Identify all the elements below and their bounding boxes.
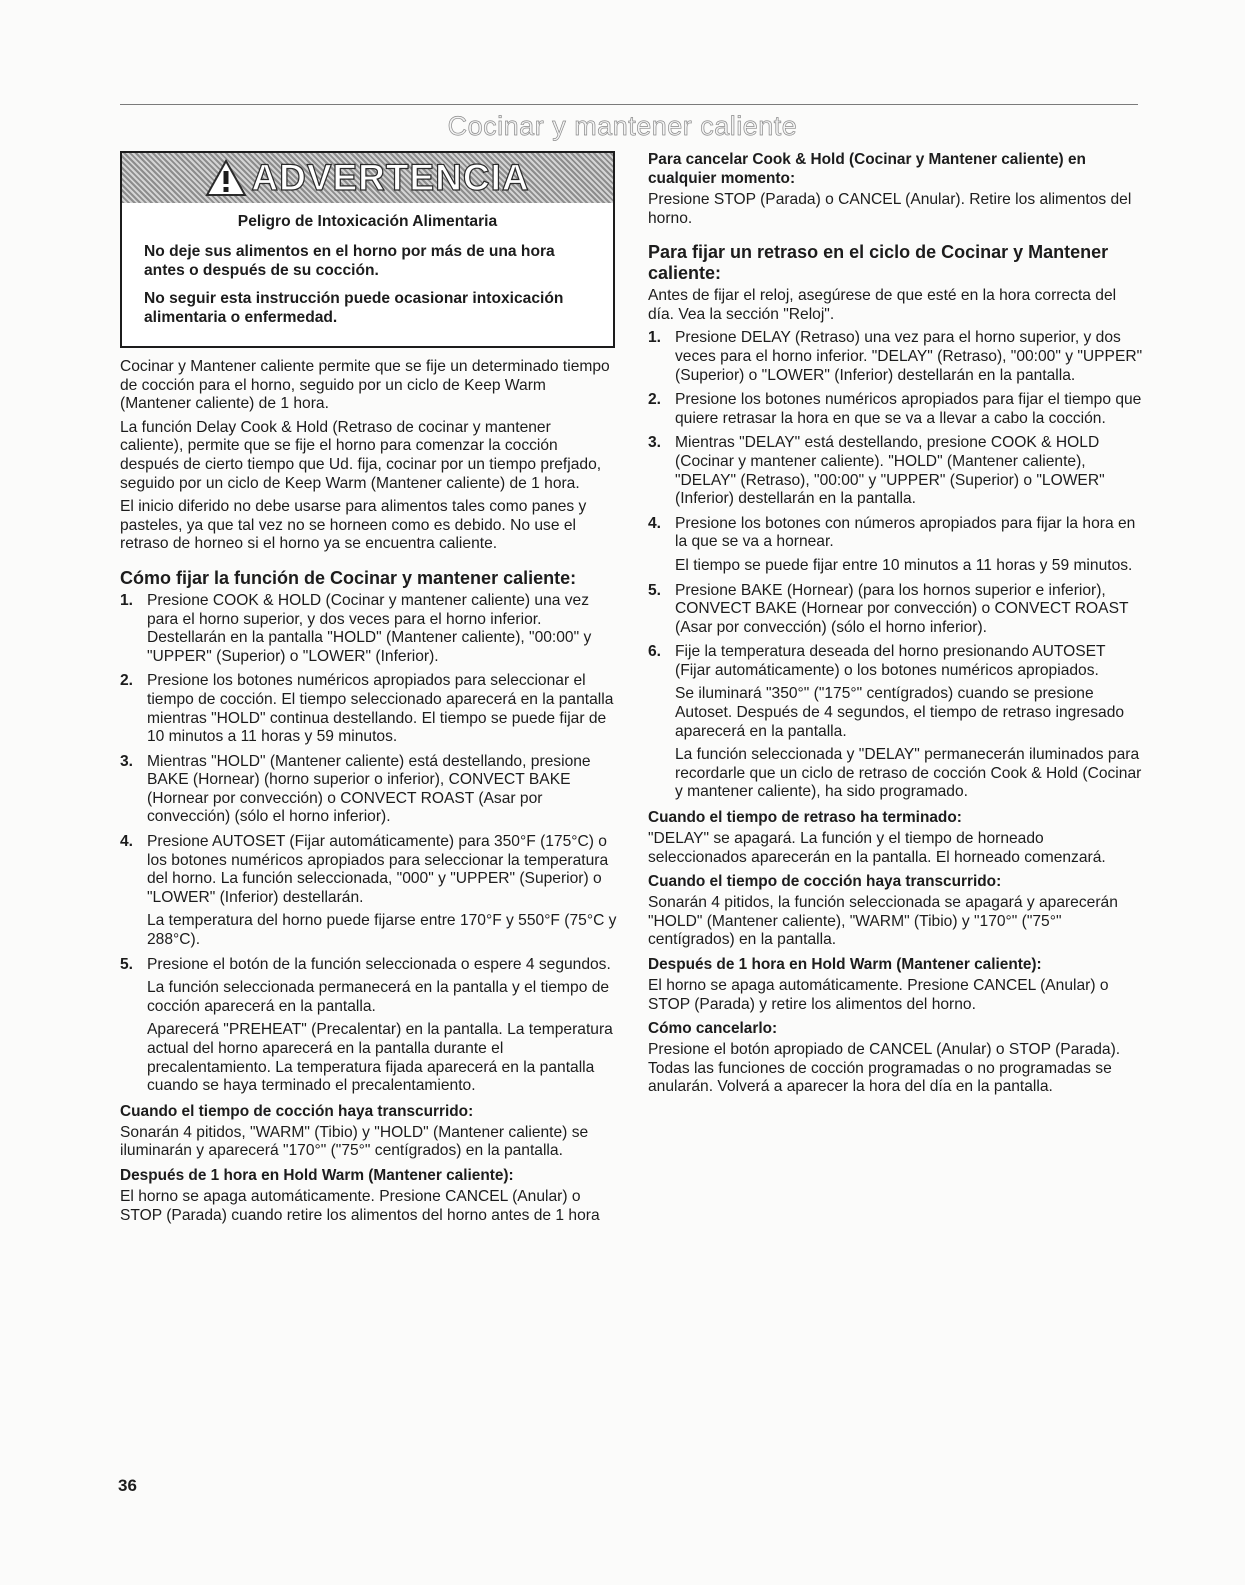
subsection-heading: Cuando el tiempo de retraso ha terminado:	[648, 809, 962, 827]
body-paragraph: El horno se apaga automáticamente. Presione CANCEL (Anular) o STOP (Parada) cuando retire los alimentos del horno antes de 1 hora	[120, 1187, 600, 1224]
body-paragraph: Presione STOP (Parada) o CANCEL (Anular). Retire los alimentos del horno.	[648, 191, 1132, 227]
steps-list	[648, 329, 1143, 802]
step-number: 2.	[648, 391, 662, 409]
page-number: 36	[118, 1476, 137, 1495]
step-text: La función seleccionada y "DELAY" permanecerán iluminados para recordarle que un ciclo de retraso de cocción Cook & Hold (Cocinar y mantener caliente), ha sido programado.	[675, 746, 1142, 801]
section-heading: Cómo fijar la función de Cocinar y mantener caliente:	[120, 567, 577, 588]
step-text: La función seleccionada permanecerá en la pantalla y el tiempo de cocción aparecerá en la pantalla.	[147, 979, 610, 1015]
body-paragraph: "DELAY" se apagará. La función y el tiempo de horneado seleccionados aparecerán en la pantalla. El horneado comenzará.	[648, 830, 1106, 866]
subsection-heading: Después de 1 hora en Hold Warm (Mantener caliente):	[120, 1166, 514, 1184]
step-text: Mientras "DELAY" está destellando, presione COOK & HOLD (Cocinar y mantener caliente). "HOLD" (Mantener caliente), "DELAY" (Retraso), "00:00" y "UPPER" (Superior) o "LOWER" (Inferior) destellarán en la pantalla.	[675, 434, 1105, 508]
step-number: 4.	[120, 833, 134, 851]
step-item	[648, 643, 1143, 802]
warning-banner	[122, 153, 613, 203]
intro-paragraph: El inicio diferido no debe usarse para alimentos tales como panes y pasteles, ya que tal vez no se horneen como es debido. No use el retraso de horneo si el horno ya se encuentra caliente.	[120, 498, 587, 553]
intro-paragraph: Cocinar y Mantener caliente permite que se fije un determinado tiempo de cocción para el horno, seguido por un ciclo de Keep Warm (Mantener caliente) de 1 hora.	[120, 358, 610, 413]
step-number: 3.	[120, 752, 134, 770]
step-item	[648, 582, 1143, 638]
page-title: Cocinar y mantener caliente	[447, 111, 798, 141]
step-number: 4.	[648, 514, 662, 532]
body-paragraph: Antes de fijar el reloj, asegúrese de que esté en la hora correcta del día. Vea la sección "Reloj".	[648, 287, 1117, 323]
subsection-heading: Cuando el tiempo de cocción haya transcurrido:	[648, 873, 1002, 891]
body-paragraph: Presione el botón apropiado de CANCEL (Anular) o STOP (Parada). Todas las funciones de cocción programadas o no programadas se anularán. Volverá a aparecer la hora del día en la pantalla.	[648, 1041, 1121, 1096]
subsection-heading: Para cancelar Cook & Hold (Cocinar y Mantener caliente) en cualquier momento:	[648, 151, 1086, 187]
step-number: 3.	[648, 434, 662, 452]
body-paragraph: El horno se apaga automáticamente. Presione CANCEL (Anular) o STOP (Parada) y retire los alimentos del horno.	[648, 977, 1109, 1013]
warning-banner-text: ADVERTENCIA	[251, 157, 530, 198]
step-item	[120, 753, 618, 827]
step-text: Aparecerá "PREHEAT" (Precalentar) en la pantalla. La temperatura actual del horno aparecerá en la pantalla durante el precalentamiento. La temperatura fijada aparecerá en la pantalla cuando se haya terminado el precalentamiento.	[147, 1021, 613, 1095]
step-text: La temperatura del horno puede fijarse entre 170°F y 550°F (75°C y 288°C).	[147, 912, 617, 949]
warning-box	[120, 151, 615, 348]
warning-triangle-icon	[205, 159, 247, 197]
step-number: 1.	[648, 329, 662, 347]
step-text: Presione el botón de la función seleccionada o espere 4 segundos.	[147, 955, 611, 973]
step-number: 6.	[648, 643, 662, 661]
step-item	[120, 956, 618, 1096]
step-text: El tiempo se puede fijar entre 10 minutos a 11 horas y 59 minutos.	[675, 556, 1133, 574]
left-column	[120, 358, 618, 1230]
step-number: 1.	[120, 591, 134, 609]
step-number: 5.	[120, 955, 134, 973]
step-number: 2.	[120, 672, 134, 690]
step-text: Se iluminará "350°" ("175°" centígrados) cuando se presione Autoset. Después de 4 segundos, el tiempo de retraso ingresado aparecerá en la pantalla.	[675, 685, 1125, 740]
warning-line: No seguir esta instrucción puede ocasionar intoxicación alimentaria o enfermedad.	[144, 290, 564, 326]
warning-line: No deje sus alimentos en el horno por más de una hora antes o después de su cocción.	[144, 243, 555, 279]
step-text: Mientras "HOLD" (Mantener caliente) está destellando, presione BAKE (Hornear) (horno superior o inferior), CONVECT BAKE (Hornear por convección) o CONVECT ROAST (Asar por convección) (sólo el horno inferior).	[147, 752, 591, 826]
body-paragraph: Sonarán 4 pitidos, "WARM" (Tibio) y "HOLD" (Mantener caliente) se iluminarán y aparecerá "170°" ("75°" centígrados) en la pantalla.	[120, 1123, 589, 1160]
subsection-heading: Después de 1 hora en Hold Warm (Mantener caliente):	[648, 956, 1042, 973]
step-text: Presione COOK & HOLD (Cocinar y mantener caliente) una vez para el horno superior, y dos veces para el horno inferior. Destellarán en la pantalla "HOLD" (Mantener caliente), "00:00" y "UPPER" (Superior) o "LOWER" (Inferior).	[147, 591, 592, 665]
section-heading: Para fijar un retraso en el ciclo de Cocinar y Mantener caliente:	[648, 242, 1109, 284]
subsection-heading: Cuando el tiempo de cocción haya transcurrido:	[120, 1102, 474, 1120]
step-text: Presione los botones numéricos apropiados para fijar el tiempo que quiere retrasar la hora en que se va a llevar a cabo la cocción.	[675, 391, 1142, 427]
step-item	[648, 515, 1143, 576]
step-item	[648, 434, 1143, 508]
intro-paragraph: La función Delay Cook & Hold (Retraso de cocinar y mantener caliente), permite que se fije el horno para comenzar la cocción después de cierto tiempo que Ud. fija, cocinar por un tiempo prefjado, seguido por un ciclo de Keep Warm (Mantener caliente) de 1 hora.	[120, 418, 602, 492]
step-item	[648, 391, 1143, 428]
step-text: Fije la temperatura deseada del horno presionando AUTOSET (Fijar automáticamente) o los botones numéricos apropiados.	[675, 643, 1106, 679]
step-item	[120, 672, 618, 746]
right-column	[648, 150, 1143, 1102]
step-text: Presione BAKE (Hornear) (para los hornos superior e inferior), CONVECT BAKE (Hornear por convección) o CONVECT ROAST (Asar por convección) (sólo el horno inferior).	[675, 581, 1129, 636]
step-item	[120, 592, 618, 666]
step-text: Presione AUTOSET (Fijar automáticamente) para 350°F (175°C) o los botones numéricos apropiados para seleccionar la temperatura del horno. La función seleccionada, "000" y "UPPER" (Superior) o "LOWER" (Inferior) destellarán.	[147, 833, 609, 906]
step-item	[648, 329, 1143, 385]
step-number: 5.	[648, 581, 662, 599]
step-text: Presione los botones numéricos apropiados para seleccionar el tiempo de cocción. El tiempo seleccionado aparecerá en la pantalla mientras "HOLD" continua destellando. El tiempo se puede fijar de 10 minutos a 11 horas y 59 minutos.	[147, 672, 614, 746]
body-paragraph: Sonarán 4 pitidos, la función seleccionada se apagará y aparecerán "HOLD" (Mantener caliente), "WARM" (Tibio) y "170°" ("75°" centígrados) en la pantalla.	[648, 894, 1118, 949]
step-text: Presione los botones con números apropiados para fijar la hora en la que se va a hornear.	[675, 514, 1136, 551]
warning-subtitle: Peligro de Intoxicación Alimentaria	[237, 213, 498, 230]
step-item	[120, 833, 618, 950]
steps-list	[120, 592, 618, 1096]
subsection-heading: Cómo cancelarlo:	[648, 1020, 778, 1038]
top-rule	[120, 104, 1138, 105]
step-text: Presione DELAY (Retraso) una vez para el horno superior, y dos veces para el horno inferior. "DELAY" (Retraso), "00:00" y "UPPER" (Superior) o "LOWER" (Inferior) destellarán en la pantalla.	[675, 329, 1143, 384]
